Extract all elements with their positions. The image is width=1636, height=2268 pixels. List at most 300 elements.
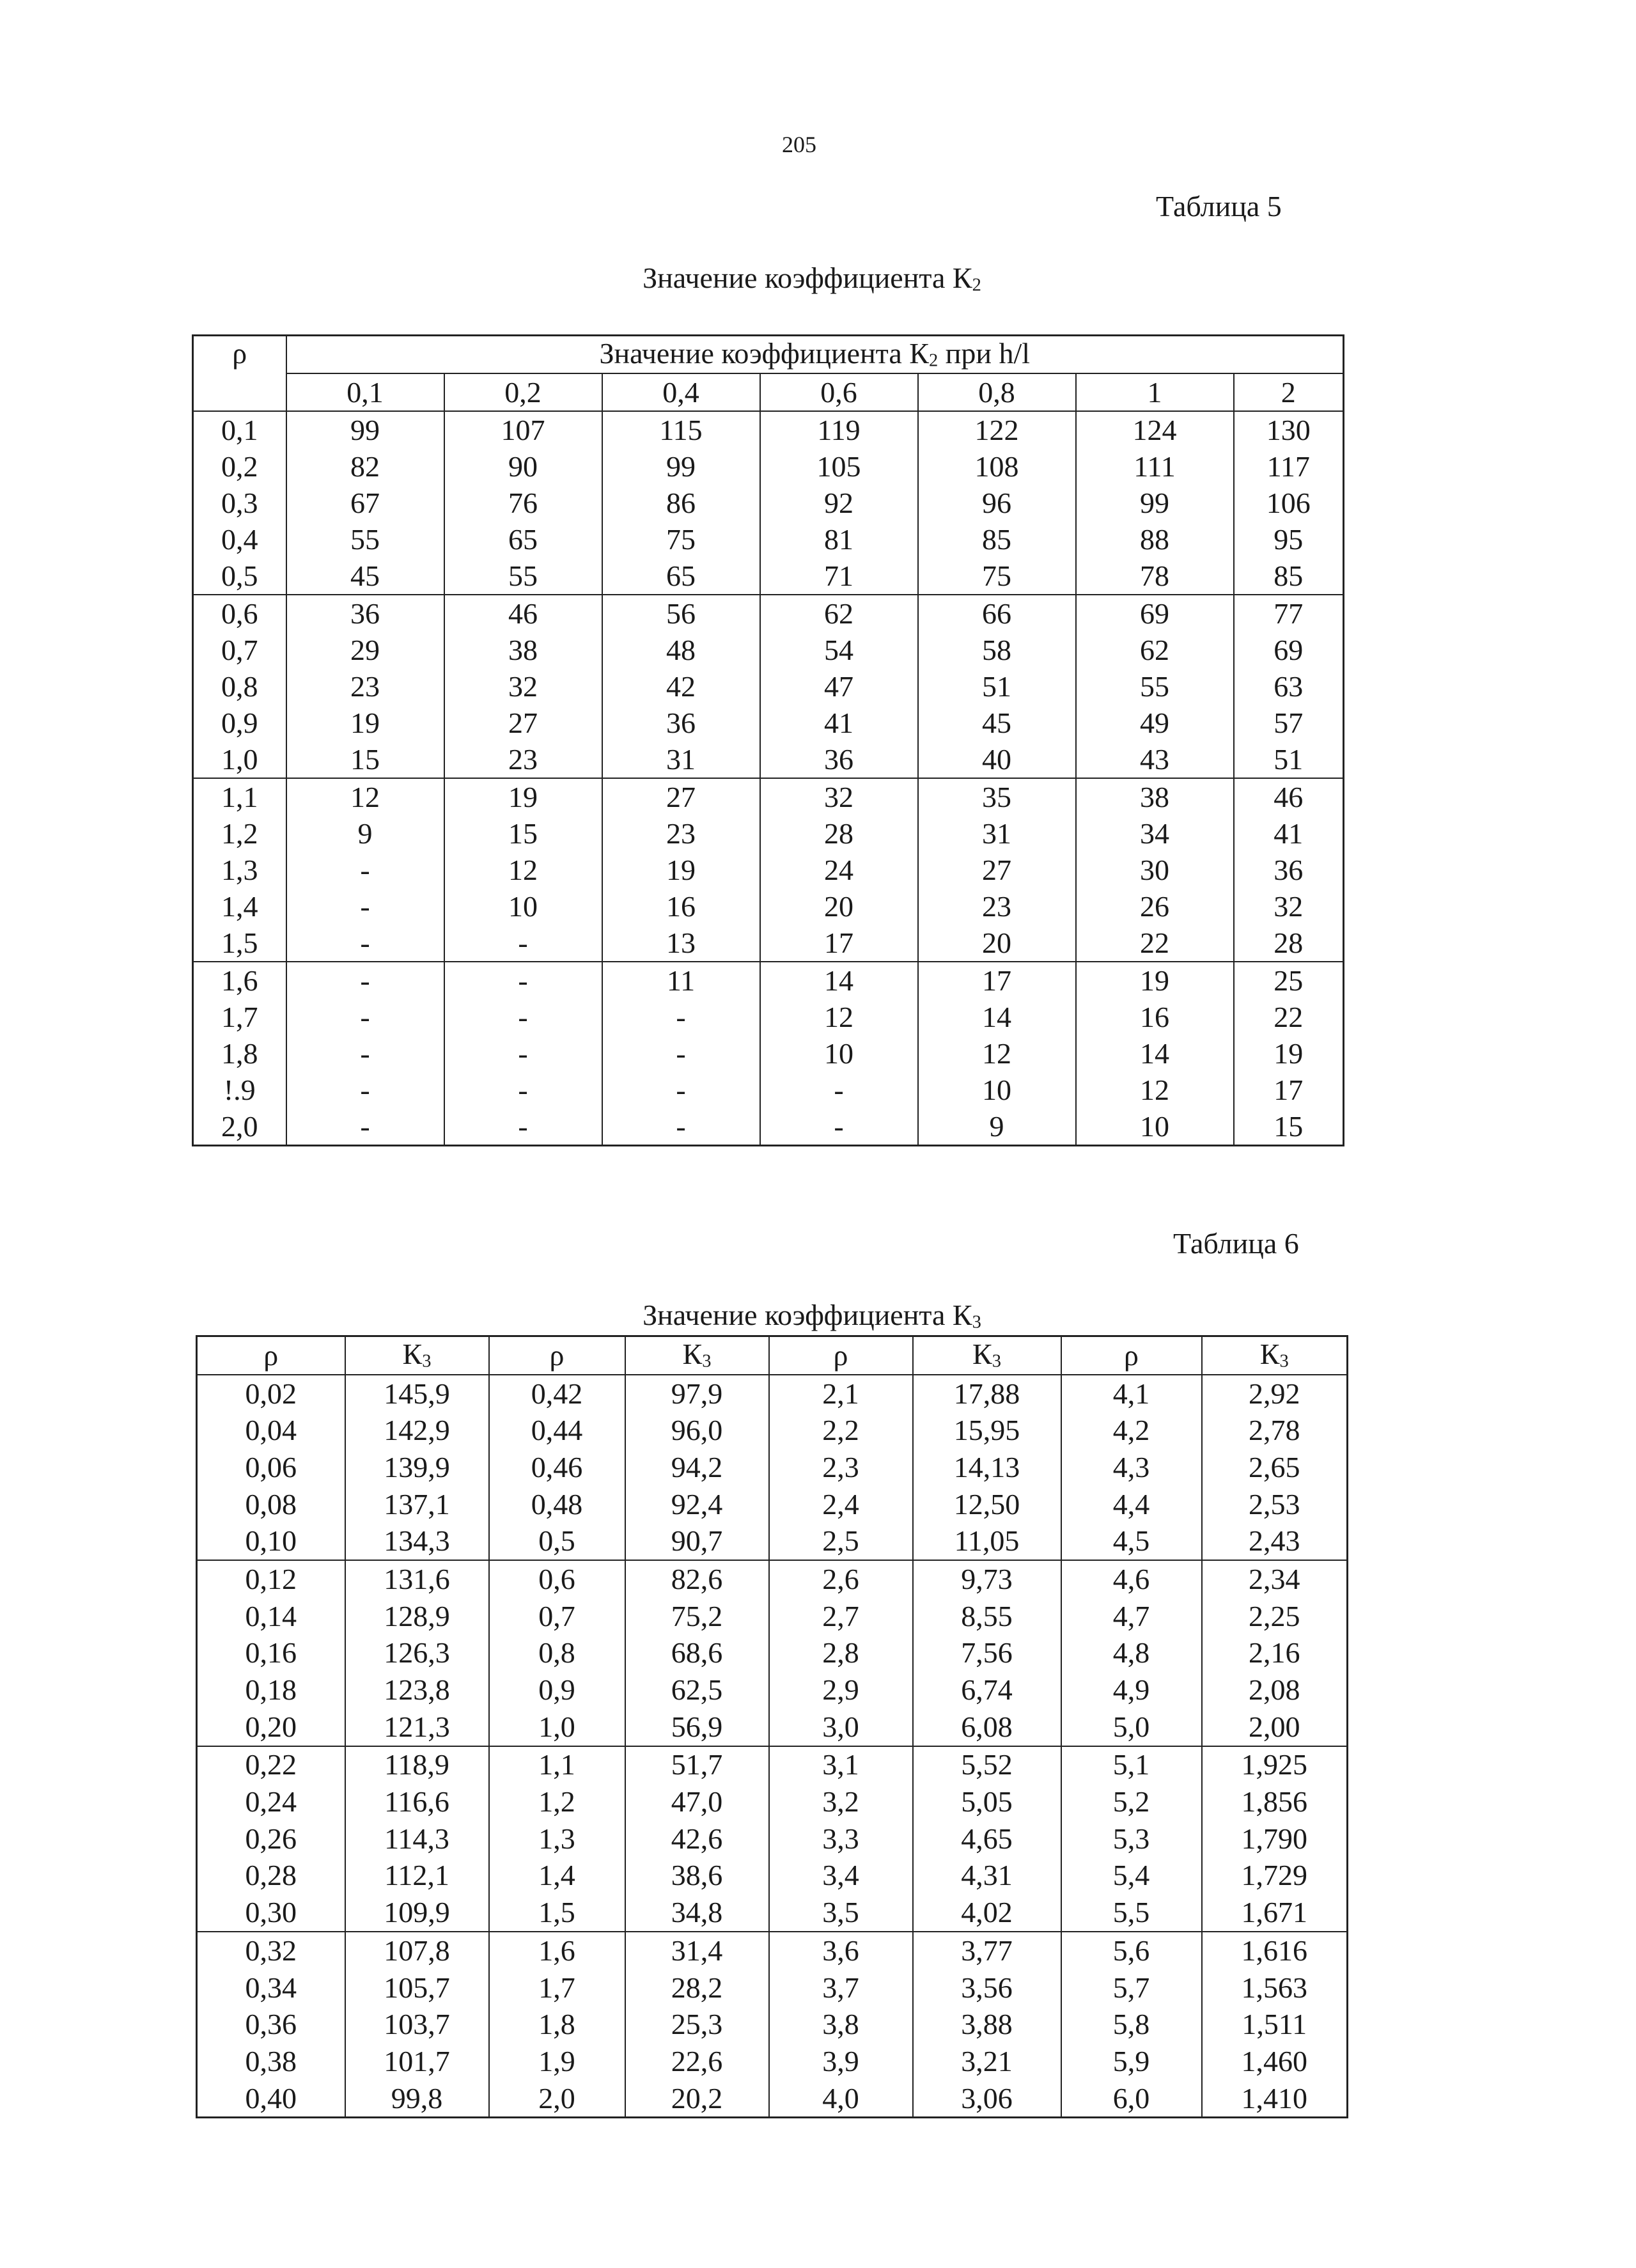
table5-value-cell: 15	[444, 815, 602, 852]
table5-value-cell: 49	[1076, 705, 1234, 741]
table6-k3-cell: 1,856	[1202, 1783, 1348, 1820]
table6-rho-cell: 4,2	[1061, 1412, 1202, 1449]
table6-k3-cell: 2,34	[1202, 1560, 1348, 1598]
table5-value-cell: 99	[286, 411, 444, 448]
table6-k3-cell: 5,05	[913, 1783, 1061, 1820]
table5-value-cell: 54	[760, 632, 918, 668]
table6-k3-cell: 47,0	[625, 1783, 769, 1820]
table6-k3-cell: 2,53	[1202, 1486, 1348, 1523]
table5-value-cell: 46	[444, 595, 602, 632]
table6-rho-cell: 5,4	[1061, 1857, 1202, 1895]
table5-value-cell: 30	[1076, 852, 1234, 888]
table-row	[197, 1894, 1348, 1932]
table6-k3-cell: 68,6	[625, 1635, 769, 1672]
table6-rho-cell: 4,3	[1061, 1449, 1202, 1486]
table5-value-cell: 20	[918, 925, 1076, 962]
table6-rho-cell: 0,06	[197, 1449, 345, 1486]
table5-value-cell: -	[444, 1108, 602, 1146]
table6-rho-cell: 4,4	[1061, 1486, 1202, 1523]
table6-k3-cell: 4,65	[913, 1820, 1061, 1857]
table5-value-cell: 96	[918, 485, 1076, 521]
table5-value-cell: 31	[918, 815, 1076, 852]
table-row	[193, 1108, 1344, 1146]
table6-rho-cell: 0,48	[489, 1486, 625, 1523]
table6-k3-cell: 101,7	[345, 2043, 489, 2080]
table6-k3-cell: 1,563	[1202, 1969, 1348, 2006]
table-row	[193, 852, 1344, 888]
table6-rho-cell: 2,6	[769, 1560, 913, 1598]
table-row	[193, 558, 1344, 595]
table-row	[197, 1375, 1348, 1412]
table5-value-cell: 35	[918, 778, 1076, 815]
table5-value-cell: -	[760, 1072, 918, 1108]
table5-value-cell: 66	[918, 595, 1076, 632]
table-row	[193, 595, 1344, 632]
table5-value-cell: 75	[602, 521, 760, 558]
table5-value-cell: 27	[602, 778, 760, 815]
table5-value-cell: 22	[1076, 925, 1234, 962]
table6-rho-cell: 6,0	[1061, 2080, 1202, 2118]
table-row	[197, 1671, 1348, 1709]
table6-rho-cell: 0,34	[197, 1969, 345, 2006]
table5-caption: Значение коэффициента $К_2$	[643, 262, 981, 295]
table5-rho-cell: 0,2	[193, 448, 286, 485]
table6-k3-cell: 99,8	[345, 2080, 489, 2118]
table5-value-cell: 27	[444, 705, 602, 741]
table5-value-cell: 75	[918, 558, 1076, 595]
table5-rho-cell: 1,5	[193, 925, 286, 962]
table5-value-cell: 95	[1234, 521, 1344, 558]
table5-value-cell: 63	[1234, 668, 1344, 705]
table-row	[193, 705, 1344, 741]
table5-value-cell: -	[286, 999, 444, 1035]
table5-value-cell: 111	[1076, 448, 1234, 485]
table5-value-cell: 69	[1234, 632, 1344, 668]
table5-value-cell: 85	[1234, 558, 1344, 595]
table6-k3-cell: 1,790	[1202, 1820, 1348, 1857]
table-row	[193, 632, 1344, 668]
table5-value-cell: -	[286, 888, 444, 925]
table5-value-cell: 15	[286, 741, 444, 778]
table5-rho-cell: 2,0	[193, 1108, 286, 1146]
table5-value-cell: 23	[918, 888, 1076, 925]
table6-rho-cell: 5,7	[1061, 1969, 1202, 2006]
table6-k3-cell: 112,1	[345, 1857, 489, 1895]
table5-value-cell: 82	[286, 448, 444, 485]
table6-rho-cell: 1,9	[489, 2043, 625, 2080]
table6-rho-cell: 0,14	[197, 1598, 345, 1635]
table5-value-cell: 26	[1076, 888, 1234, 925]
table-row	[197, 1522, 1348, 1560]
table6-rho-cell: 4,9	[1061, 1671, 1202, 1709]
table5-value-cell: 55	[1076, 668, 1234, 705]
table5-value-cell: 16	[602, 888, 760, 925]
table5-value-cell: 47	[760, 668, 918, 705]
table6-k3-cell: 3,88	[913, 2006, 1061, 2043]
table5-value-cell: 11	[602, 962, 760, 999]
table6-k3-header: $К_3$	[345, 1336, 489, 1375]
table5-value-cell: 17	[760, 925, 918, 962]
table6-k3-cell: 62,5	[625, 1671, 769, 1709]
table6-k3-cell: 14,13	[913, 1449, 1061, 1486]
table5-value-cell: 36	[602, 705, 760, 741]
table6-k3-cell: 2,16	[1202, 1635, 1348, 1672]
table6-k3-header: $К_3$	[625, 1336, 769, 1375]
table-row	[193, 668, 1344, 705]
table-row	[193, 1035, 1344, 1072]
table6-rho-cell: 3,1	[769, 1746, 913, 1784]
table5-value-cell: 29	[286, 632, 444, 668]
table6-k3-cell: 90,7	[625, 1522, 769, 1560]
table6-k3-cell: 82,6	[625, 1560, 769, 1598]
table5-value-cell: 78	[1076, 558, 1234, 595]
table6-k3-cell: 8,55	[913, 1598, 1061, 1635]
table6-k3-cell: 3,77	[913, 1932, 1061, 1969]
table-row	[193, 962, 1344, 999]
table6-rho-cell: 4,6	[1061, 1560, 1202, 1598]
table6-rho-cell: 0,22	[197, 1746, 345, 1784]
table6-k3-cell: 105,7	[345, 1969, 489, 2006]
table6-rho-cell: 0,40	[197, 2080, 345, 2118]
table6-k3-cell: 3,21	[913, 2043, 1061, 2080]
table6-rho-cell: 1,8	[489, 2006, 625, 2043]
table6-k3-cell: 131,6	[345, 1560, 489, 1598]
table6-rho-cell: 4,7	[1061, 1598, 1202, 1635]
table5-rho-cell: 0,4	[193, 521, 286, 558]
table5-value-cell: -	[286, 962, 444, 999]
table5-value-cell: -	[602, 999, 760, 1035]
table5-value-cell: 10	[918, 1072, 1076, 1108]
table6-rho-cell: 1,0	[489, 1709, 625, 1746]
table5-rho-cell: 0,8	[193, 668, 286, 705]
table6-k3-cell: 28,2	[625, 1969, 769, 2006]
table5-value-cell: 41	[1234, 815, 1344, 852]
table6-label: Таблица 6	[1173, 1227, 1299, 1260]
table6-rho-cell: 0,6	[489, 1560, 625, 1598]
table-row	[193, 925, 1344, 962]
table6-k3-cell: 116,6	[345, 1783, 489, 1820]
table6-k3-cell: 142,9	[345, 1412, 489, 1449]
table6-rho-cell: 0,26	[197, 1820, 345, 1857]
table-row	[193, 521, 1344, 558]
table5-value-cell: 65	[444, 521, 602, 558]
table6-rho-cell: 3,5	[769, 1894, 913, 1932]
table6-rho-cell: 3,4	[769, 1857, 913, 1895]
table-row	[193, 888, 1344, 925]
table6-k3-cell: 1,410	[1202, 2080, 1348, 2118]
table5-value-cell: 86	[602, 485, 760, 521]
table6-rho-header: ρ	[197, 1336, 345, 1375]
table5-value-cell: 24	[760, 852, 918, 888]
table6-k3-cell: 56,9	[625, 1709, 769, 1746]
table5-value-cell: -	[444, 1072, 602, 1108]
table6-k3-cell: 15,95	[913, 1412, 1061, 1449]
table6-k3-cell: 1,729	[1202, 1857, 1348, 1895]
table5-value-cell: 19	[444, 778, 602, 815]
table5-value-cell: 15	[1234, 1108, 1344, 1146]
table6-k3-cell: 5,52	[913, 1746, 1061, 1784]
table6-rho-cell: 3,6	[769, 1932, 913, 1969]
table6-k3-cell: 1,925	[1202, 1746, 1348, 1784]
table-row	[193, 1072, 1344, 1108]
table6-rho-cell: 5,1	[1061, 1746, 1202, 1784]
table5-rho-cell: 1,2	[193, 815, 286, 852]
table6-k3-header: $К_3$	[913, 1336, 1061, 1375]
table6-rho-cell: 0,7	[489, 1598, 625, 1635]
table6-rho-cell: 3,2	[769, 1783, 913, 1820]
table5-value-cell: 41	[760, 705, 918, 741]
table6-k3-cell: 34,8	[625, 1894, 769, 1932]
table6-k3-cell: 42,6	[625, 1820, 769, 1857]
table6-rho-cell: 2,9	[769, 1671, 913, 1709]
table5-value-cell: 92	[760, 485, 918, 521]
table5-rho-cell: 0,9	[193, 705, 286, 741]
table6-k3-cell: 134,3	[345, 1522, 489, 1560]
table5-value-cell: 19	[1234, 1035, 1344, 1072]
table5-value-cell: 17	[918, 962, 1076, 999]
table-row	[197, 1486, 1348, 1523]
table5-rho-cell: !.9	[193, 1072, 286, 1108]
table6-rho-cell: 0,24	[197, 1783, 345, 1820]
table6-k3-cell: 22,6	[625, 2043, 769, 2080]
table-row	[197, 1412, 1348, 1449]
table5-value-cell: 117	[1234, 448, 1344, 485]
table5-value-cell: 10	[760, 1035, 918, 1072]
table-row	[193, 411, 1344, 448]
table6-caption: Значение коэффициента $К_3$	[643, 1299, 981, 1333]
table5-value-cell: 25	[1234, 962, 1344, 999]
table5-value-cell: -	[760, 1108, 918, 1146]
table5-rho-cell: 1,8	[193, 1035, 286, 1072]
table5-value-cell: 22	[1234, 999, 1344, 1035]
table6-rho-cell: 2,1	[769, 1375, 913, 1412]
table-row	[193, 485, 1344, 521]
table5-value-cell: 40	[918, 741, 1076, 778]
table5-value-cell: 88	[1076, 521, 1234, 558]
table6	[196, 1335, 1348, 2118]
table5-value-cell: 36	[1234, 852, 1344, 888]
table6-k3-cell: 38,6	[625, 1857, 769, 1895]
table6-rho-cell: 1,4	[489, 1857, 625, 1895]
table6-rho-cell: 1,7	[489, 1969, 625, 2006]
table6-k3-cell: 2,65	[1202, 1449, 1348, 1486]
table5-value-cell: 62	[760, 595, 918, 632]
table6-k3-header: $К_3$	[1202, 1336, 1348, 1375]
table6-rho-cell: 2,5	[769, 1522, 913, 1560]
table5-value-cell: 28	[760, 815, 918, 852]
table5-value-cell: 99	[602, 448, 760, 485]
table6-rho-cell: 0,8	[489, 1635, 625, 1672]
table5-value-cell: 119	[760, 411, 918, 448]
table5-column-header: 2	[1234, 373, 1344, 411]
table6-rho-cell: 4,0	[769, 2080, 913, 2118]
table6-k3-cell: 1,616	[1202, 1932, 1348, 1969]
table6-rho-cell: 0,5	[489, 1522, 625, 1560]
table6-rho-cell: 1,2	[489, 1783, 625, 1820]
table6-rho-cell: 1,3	[489, 1820, 625, 1857]
table5-value-cell: 45	[918, 705, 1076, 741]
table5-rho-cell: 0,6	[193, 595, 286, 632]
table-row	[197, 1932, 1348, 1969]
table5-value-cell: -	[444, 1035, 602, 1072]
table5-value-cell: 38	[444, 632, 602, 668]
table-row	[197, 1857, 1348, 1895]
table6-k3-cell: 94,2	[625, 1449, 769, 1486]
table5-value-cell: 36	[760, 741, 918, 778]
table6-k3-cell: 2,78	[1202, 1412, 1348, 1449]
table6-k3-cell: 17,88	[913, 1375, 1061, 1412]
table6-k3-cell: 2,92	[1202, 1375, 1348, 1412]
table-row	[197, 1820, 1348, 1857]
table5-rho-cell: 1,1	[193, 778, 286, 815]
table5-value-cell: 12	[918, 1035, 1076, 1072]
table5-value-cell: -	[602, 1108, 760, 1146]
table5-value-cell: -	[602, 1072, 760, 1108]
table5-value-cell: 14	[918, 999, 1076, 1035]
table6-k3-cell: 107,8	[345, 1932, 489, 1969]
table5-value-cell: 62	[1076, 632, 1234, 668]
table5-value-cell: 106	[1234, 485, 1344, 521]
table5-value-cell: 130	[1234, 411, 1344, 448]
table6-k3-cell: 97,9	[625, 1375, 769, 1412]
table6-rho-cell: 3,3	[769, 1820, 913, 1857]
table5-value-cell: -	[286, 1108, 444, 1146]
table6-k3-cell: 128,9	[345, 1598, 489, 1635]
table6-k3-cell: 25,3	[625, 2006, 769, 2043]
table5-value-cell: 69	[1076, 595, 1234, 632]
table5-value-cell: 38	[1076, 778, 1234, 815]
table6-k3-cell: 109,9	[345, 1894, 489, 1932]
table5-column-header: 0,6	[760, 373, 918, 411]
table5-value-cell: 51	[1234, 741, 1344, 778]
table6-rho-cell: 0,30	[197, 1894, 345, 1932]
table6-k3-cell: 123,8	[345, 1671, 489, 1709]
table6-rho-cell: 0,42	[489, 1375, 625, 1412]
table5-value-cell: 34	[1076, 815, 1234, 852]
table5-value-cell: 36	[286, 595, 444, 632]
table6-k3-cell: 1,671	[1202, 1894, 1348, 1932]
page-number: 205	[782, 132, 816, 157]
table6-k3-cell: 2,43	[1202, 1522, 1348, 1560]
table-row	[197, 1969, 1348, 2006]
table5-value-cell: 23	[444, 741, 602, 778]
table5-value-cell: 65	[602, 558, 760, 595]
table5-value-cell: -	[286, 1072, 444, 1108]
table6-k3-cell: 3,56	[913, 1969, 1061, 2006]
table6-k3-cell: 137,1	[345, 1486, 489, 1523]
table5-value-cell: 28	[1234, 925, 1344, 962]
table6-rho-cell: 5,3	[1061, 1820, 1202, 1857]
table5-value-cell: 99	[1076, 485, 1234, 521]
table5-value-cell: 46	[1234, 778, 1344, 815]
table6-rho-cell: 0,02	[197, 1375, 345, 1412]
table6-rho-cell: 2,2	[769, 1412, 913, 1449]
table6-rho-cell: 5,5	[1061, 1894, 1202, 1932]
table6-rho-cell: 0,16	[197, 1635, 345, 1672]
table5-value-cell: -	[286, 925, 444, 962]
table6-rho-cell: 4,8	[1061, 1635, 1202, 1672]
table5-value-cell: 85	[918, 521, 1076, 558]
table6-k3-cell: 103,7	[345, 2006, 489, 2043]
table5-value-cell: -	[602, 1035, 760, 1072]
table6-k3-cell: 31,4	[625, 1932, 769, 1969]
table5-value-cell: 12	[444, 852, 602, 888]
table6-k3-cell: 114,3	[345, 1820, 489, 1857]
table5-value-cell: 32	[1234, 888, 1344, 925]
table5-value-cell: 32	[444, 668, 602, 705]
table-row	[197, 2080, 1348, 2118]
table6-rho-cell: 2,4	[769, 1486, 913, 1523]
table-row	[197, 1783, 1348, 1820]
table5-column-header: 0,8	[918, 373, 1076, 411]
table6-k3-cell: 118,9	[345, 1746, 489, 1784]
table6-rho-cell: 3,8	[769, 2006, 913, 2043]
table5-value-cell: 67	[286, 485, 444, 521]
table5-value-cell: 115	[602, 411, 760, 448]
table6-rho-cell: 0,28	[197, 1857, 345, 1895]
table5-value-cell: 81	[760, 521, 918, 558]
table5-value-cell: 19	[602, 852, 760, 888]
table6-rho-cell: 2,0	[489, 2080, 625, 2118]
table5-value-cell: 57	[1234, 705, 1344, 741]
table6-rho-header: ρ	[1061, 1336, 1202, 1375]
table6-rho-cell: 2,3	[769, 1449, 913, 1486]
table5-value-cell: 42	[602, 668, 760, 705]
table5-value-cell: 19	[1076, 962, 1234, 999]
table5-value-cell: -	[444, 999, 602, 1035]
table6-rho-cell: 5,9	[1061, 2043, 1202, 2080]
table5-value-cell: 76	[444, 485, 602, 521]
table5-rho-cell: 1,6	[193, 962, 286, 999]
table6-k3-cell: 12,50	[913, 1486, 1061, 1523]
table-row	[193, 999, 1344, 1035]
table5-value-cell: 51	[918, 668, 1076, 705]
table6-k3-cell: 139,9	[345, 1449, 489, 1486]
table5-rho-cell: 1,0	[193, 741, 286, 778]
table6-k3-cell: 9,73	[913, 1560, 1061, 1598]
table5-value-cell: 14	[1076, 1035, 1234, 1072]
table5-value-cell: 23	[602, 815, 760, 852]
table6-rho-cell: 1,6	[489, 1932, 625, 1969]
table6-rho-cell: 0,32	[197, 1932, 345, 1969]
table5-value-cell: 23	[286, 668, 444, 705]
table6-rho-cell: 4,5	[1061, 1522, 1202, 1560]
table5-column-header: 0,1	[286, 373, 444, 411]
table5-value-cell: 27	[918, 852, 1076, 888]
table6-k3-cell: 51,7	[625, 1746, 769, 1784]
table5-rho-cell: 0,3	[193, 485, 286, 521]
table6-rho-cell: 0,08	[197, 1486, 345, 1523]
table6-rho-cell: 3,9	[769, 2043, 913, 2080]
table5-rho-cell: 1,3	[193, 852, 286, 888]
table5-value-cell: 107	[444, 411, 602, 448]
table-row	[193, 448, 1344, 485]
table-row	[197, 1449, 1348, 1486]
table6-k3-cell: 3,06	[913, 2080, 1061, 2118]
table6-rho-cell: 0,18	[197, 1671, 345, 1709]
table6-k3-cell: 7,56	[913, 1635, 1061, 1672]
table6-rho-cell: 4,1	[1061, 1375, 1202, 1412]
table6-rho-cell: 1,1	[489, 1746, 625, 1784]
table5	[192, 334, 1344, 1146]
table6-rho-cell: 0,20	[197, 1709, 345, 1746]
table5-column-header: 1	[1076, 373, 1234, 411]
table-row	[193, 815, 1344, 852]
table5-value-cell: 20	[760, 888, 918, 925]
table5-value-cell: -	[444, 962, 602, 999]
table5-value-cell: 17	[1234, 1072, 1344, 1108]
table5-value-cell: 31	[602, 741, 760, 778]
